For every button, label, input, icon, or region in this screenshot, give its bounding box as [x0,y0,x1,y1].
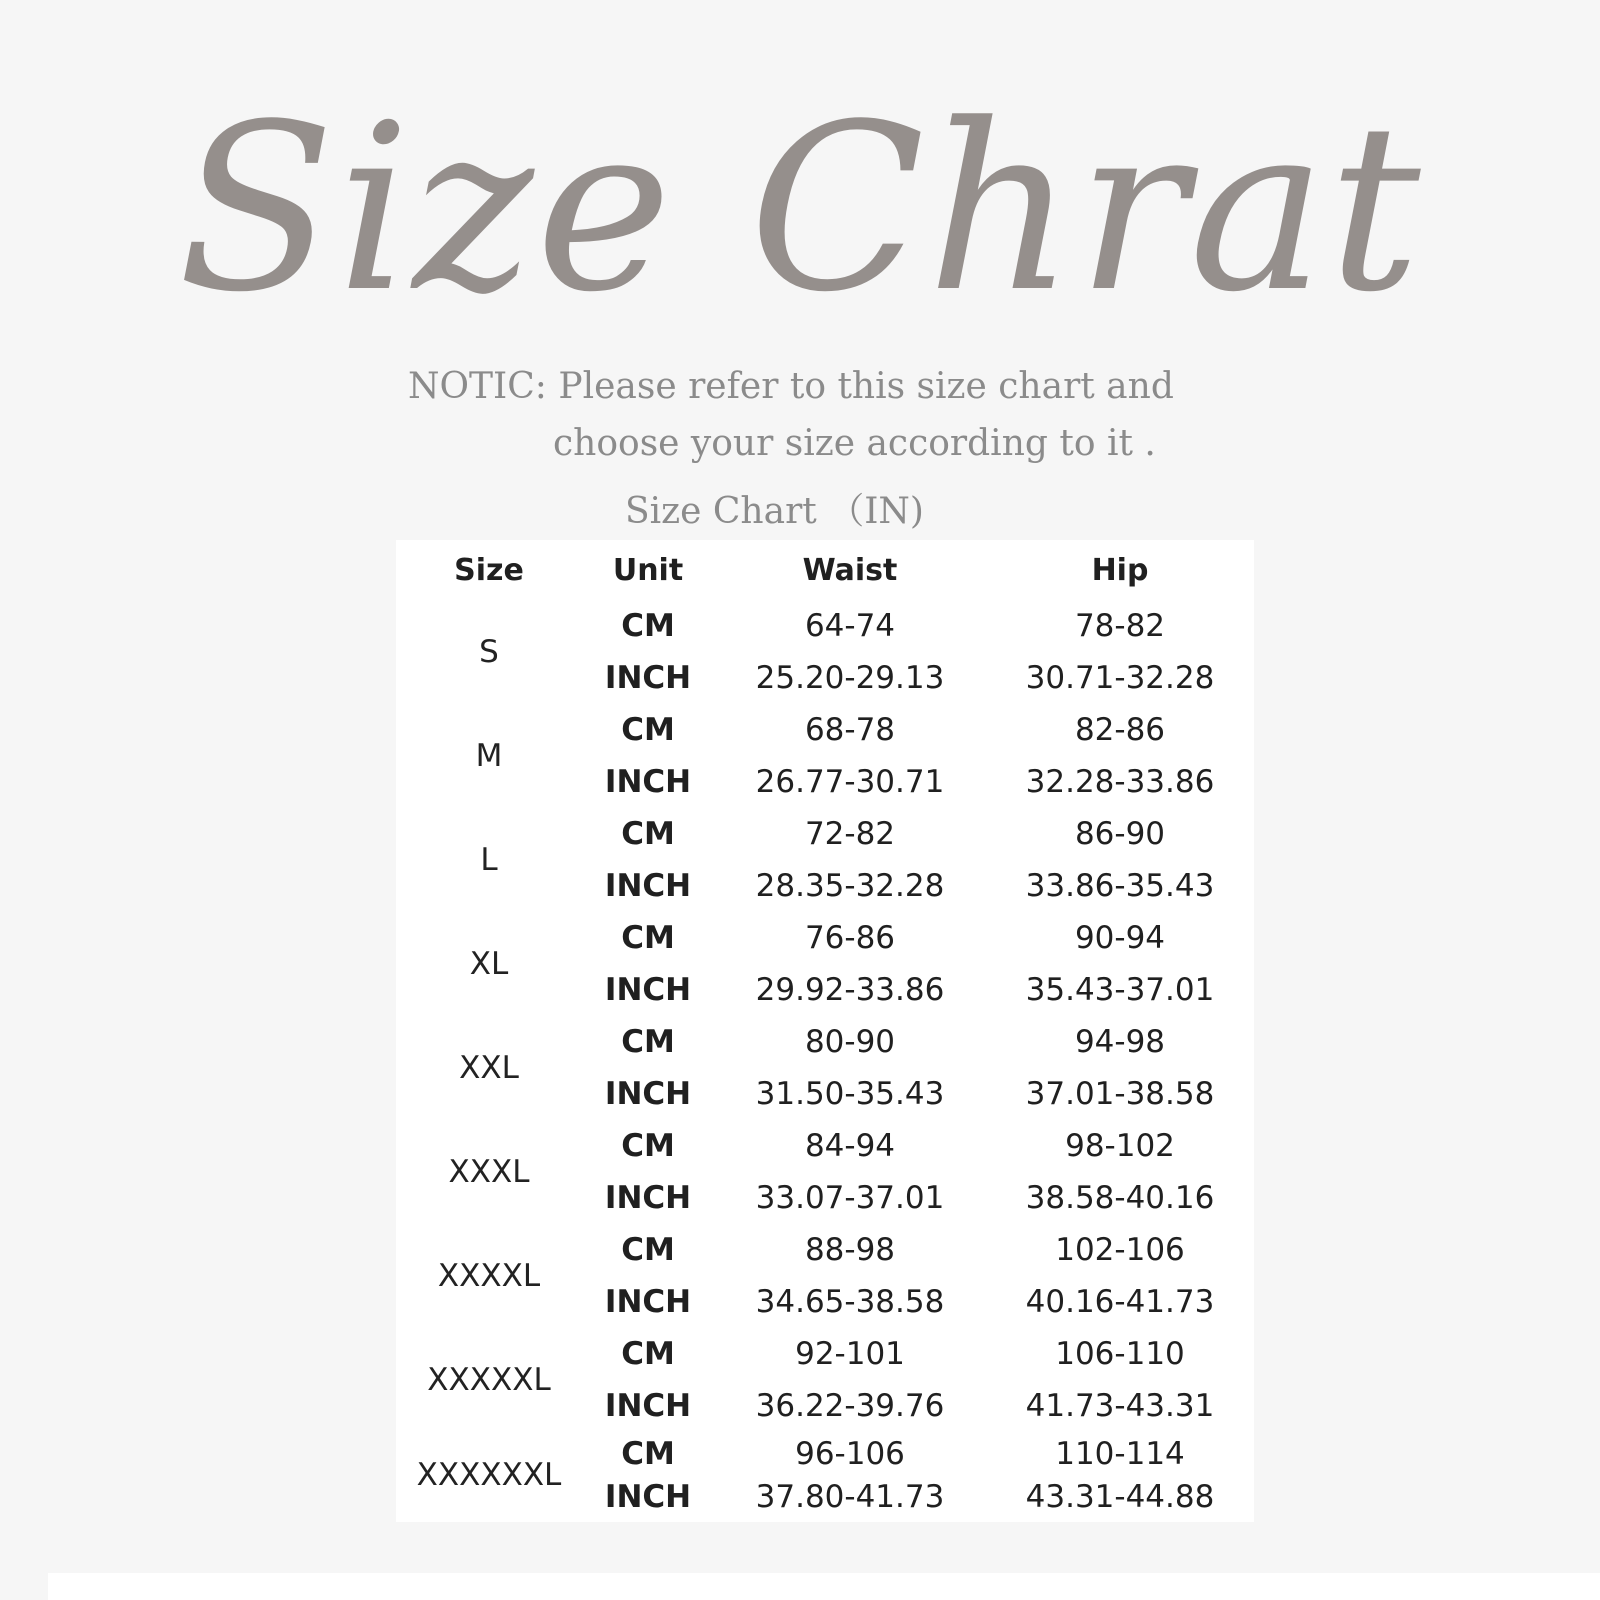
hip-cell: 78-82 [1074,608,1166,644]
table-row [396,1432,1254,1475]
header-unit: Unit [612,552,684,588]
hip-cell: 35.43-37.01 [1025,972,1215,1008]
table-row [396,1224,1254,1276]
unit-cell: INCH [604,1478,692,1515]
unit-cell: INCH [604,764,692,800]
unit-cell: CM [621,712,675,748]
waist-cell: 88-98 [804,1232,896,1268]
hip-cell: 82-86 [1074,712,1166,748]
table-body [396,600,1254,1518]
unit-cell: INCH [604,1284,692,1320]
unit-cell: INCH [604,1180,692,1216]
unit-cell: CM [621,608,675,644]
hip-cell: 37.01-38.58 [1025,1076,1215,1112]
unit-cell: CM [621,920,675,956]
header-hip: Hip [1091,552,1149,588]
unit-cell: INCH [604,1388,692,1424]
waist-cell: 26.77-30.71 [755,764,945,800]
size-table-card [396,540,1254,1522]
table-row [396,600,1254,652]
waist-cell: 96-106 [795,1435,905,1472]
unit-cell: CM [621,1435,675,1472]
hip-cell: 40.16-41.73 [1025,1284,1215,1320]
waist-cell: 68-78 [804,712,896,748]
waist-cell: 36.22-39.76 [755,1388,945,1424]
hip-cell: 32.28-33.86 [1025,764,1215,800]
waist-cell: 64-74 [804,608,896,644]
waist-cell: 76-86 [804,920,896,956]
waist-cell: 28.35-32.28 [755,868,945,904]
table-row [396,912,1254,964]
unit-cell: INCH [604,1076,692,1112]
size-cell: XXXL [448,1154,530,1190]
hip-cell: 43.31-44.88 [1025,1478,1215,1515]
hip-cell: 102-106 [1055,1232,1185,1268]
notice-line-1: NOTIC: Please refer to this size chart and [408,366,1174,407]
unit-cell: INCH [604,868,692,904]
size-cell: XXXXL [437,1258,541,1294]
unit-cell: INCH [604,660,692,696]
hip-cell: 110-114 [1055,1435,1185,1472]
hip-cell: 90-94 [1074,920,1166,956]
notice-line-2: choose your size according to it . [553,423,1156,464]
table-row [396,808,1254,860]
waist-cell: 84-94 [804,1128,896,1164]
size-table [396,540,1254,1518]
hip-cell: 38.58-40.16 [1025,1180,1215,1216]
size-cell: XL [469,946,509,982]
hip-cell: 98-102 [1065,1128,1175,1164]
unit-cell: CM [621,1336,675,1372]
waist-cell: 80-90 [804,1024,896,1060]
waist-cell: 72-82 [804,816,896,852]
table-row [396,1328,1254,1380]
hip-cell: 33.86-35.43 [1025,868,1215,904]
table-row [396,1120,1254,1172]
size-cell: XXXXXL [427,1362,551,1398]
unit-cell: CM [621,1024,675,1060]
table-row [396,704,1254,756]
size-cell: M [475,738,503,774]
header-size: Size [454,552,524,588]
unit-cell: CM [621,816,675,852]
waist-cell: 37.80-41.73 [755,1478,945,1515]
unit-cell: INCH [604,972,692,1008]
hip-cell: 30.71-32.28 [1025,660,1215,696]
waist-cell: 29.92-33.86 [755,972,945,1008]
waist-cell: 34.65-38.58 [755,1284,945,1320]
unit-cell: CM [621,1232,675,1268]
size-cell: XXL [459,1050,519,1086]
waist-cell: 33.07-37.01 [755,1180,945,1216]
unit-cell: CM [621,1128,675,1164]
hip-cell: 106-110 [1055,1336,1185,1372]
table-header-row [396,540,1254,600]
header-waist: Waist [802,552,898,588]
bottom-strip [48,1573,1600,1600]
hip-cell: 86-90 [1074,816,1166,852]
waist-cell: 25.20-29.13 [755,660,945,696]
size-cell: L [480,842,498,878]
waist-cell: 31.50-35.43 [755,1076,945,1112]
size-cell: XXXXXXL [416,1457,562,1493]
table-row [396,1016,1254,1068]
page-title: Size Chrat [177,76,1423,343]
chart-subtitle: Size Chart （IN) [625,491,924,532]
size-cell: S [479,634,499,670]
hip-cell: 41.73-43.31 [1025,1388,1215,1424]
waist-cell: 92-101 [795,1336,905,1372]
hip-cell: 94-98 [1074,1024,1166,1060]
